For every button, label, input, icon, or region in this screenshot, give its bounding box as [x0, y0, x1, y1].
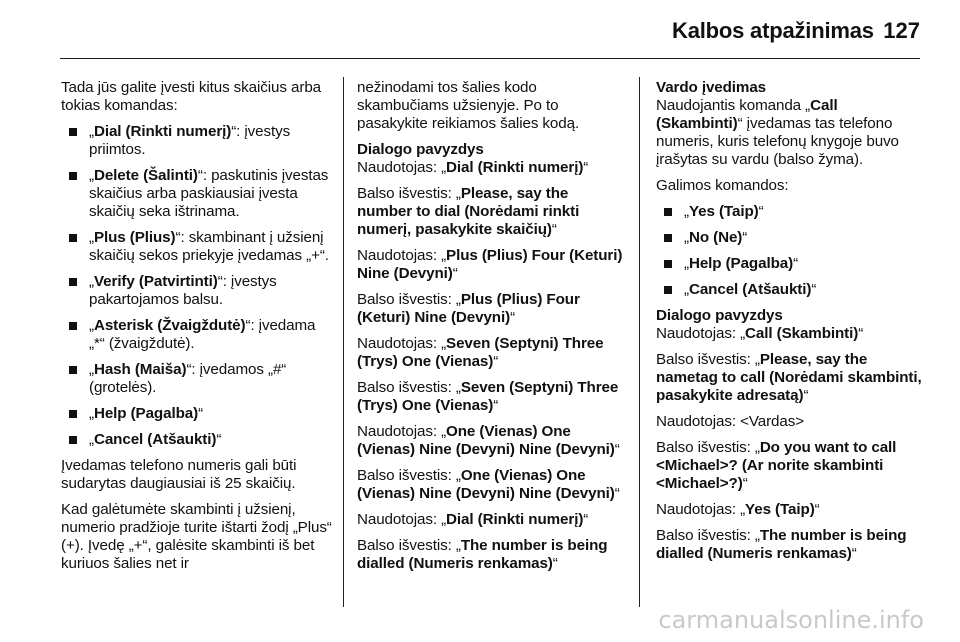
command-list: [61, 123, 333, 449]
command-item: „Help (Pagalba)“: [61, 405, 333, 423]
dialog-line: Naudotojas: „Call (Skambinti)“: [656, 325, 864, 342]
continuation-paragraph: nežinodami tos šalies kodo skambučiams užsienyje. Po to pasakykite reikiamos šalies kodą.: [357, 79, 580, 132]
dialog-line: Naudotojas: „Seven (Septyni) Three (Trys) One (Vienas)“: [357, 335, 604, 370]
command-item: „Hash (Maiša)“: įvedamos „#“ (grotelės).: [61, 361, 333, 397]
command-item: „Plus (Plius)“: skambinant į užsienį skaičių sekos priekyje įvedamas „+“.: [61, 229, 333, 265]
name-entry-intro: Naudojantis komanda „Call (Skambinti)“ įvedamas tas telefono numeris, kuris telefonų knygoje buvo įrašytas su vardu (balso žyma).: [656, 97, 899, 168]
column-2: [357, 79, 627, 581]
dialog-line: Balso išvestis: „Please, say the nametag to call (Norėdami skambinti, pasakykite adresatą)“: [656, 351, 922, 404]
possible-commands-label: Galimos komandos:: [656, 177, 789, 194]
page-number: 127: [883, 18, 920, 43]
command-item: „Asterisk (Žvaigždutė)“: įvedama „*“ (žvaigždutė).: [61, 317, 333, 353]
paragraph: Kad galėtumėte skambinti į užsienį, numerio pradžioje turite ištarti žodį „Plus“ (+). Įvedę „+“, galėsite skambinti iš bet kuriuos šalies net ir: [61, 501, 332, 572]
intro-paragraph: Tada jūs galite įvesti kitus skaičius arba tokias komandas:: [61, 79, 322, 114]
command-item: „Cancel (Atšaukti)“: [656, 281, 926, 299]
dialog-line: Balso išvestis: „Do you want to call <Michael>? (Ar norite skambinti <Michael>?)“: [656, 439, 897, 492]
command-item: „Delete (Šalinti)“: paskutinis įvestas skaičius arba paskiausiai įvesta skaičių seka ištrinama.: [61, 167, 333, 221]
command-item: „Verify (Patvirtinti)“: įvestys pakartojamos balsu.: [61, 273, 333, 309]
paragraph: Įvedamas telefono numeris gali būti sudarytas daugiausiai iš 25 skaičių.: [61, 457, 297, 492]
dialog-example-heading: Dialogo pavyzdys: [656, 307, 783, 324]
page-header-title: Kalbos atpažinimas: [672, 18, 874, 43]
command-item: „Cancel (Atšaukti)“: [61, 431, 333, 449]
command-item: „Yes (Taip)“: [656, 203, 926, 221]
dialog-line: Balso išvestis: „Plus (Plius) Four (Keturi) Nine (Devyni)“: [357, 291, 580, 326]
dialog-line: Naudotojas: <Vardas>: [656, 413, 805, 430]
command-item: „Help (Pagalba)“: [656, 255, 926, 273]
name-entry-heading: Vardo įvedimas: [656, 79, 767, 96]
dialog-line: Balso išvestis: „Please, say the number to dial (Norėdami rinkti numerį, pasakykite skaičių)“: [357, 185, 580, 238]
command-item: „Dial (Rinkti numerį)“: įvestys priimtos.: [61, 123, 333, 159]
dialog-line: Naudotojas: „Dial (Rinkti numerį)“: [357, 511, 589, 528]
dialog-line: Balso išvestis: „The number is being dialled (Numeris renkamas)“: [656, 527, 907, 562]
column-divider-2: [639, 77, 640, 607]
column-1: [61, 79, 333, 581]
column-3: [656, 79, 926, 571]
dialog-line: Naudotojas: „One (Vienas) One (Vienas) Nine (Devyni) Nine (Devyni)“: [357, 423, 620, 458]
dialog-example-heading: Dialogo pavyzdys: [357, 141, 484, 158]
header-rule: [60, 58, 920, 59]
dialog-line: Balso išvestis: „One (Vienas) One (Vienas) Nine (Devyni) Nine (Devyni)“: [357, 467, 620, 502]
dialog-line: Balso išvestis: „The number is being dialled (Numeris renkamas)“: [357, 537, 608, 572]
dialog-line: Naudotojas: „Yes (Taip)“: [656, 501, 820, 518]
possible-commands-list: [656, 203, 926, 299]
dialog-line: Balso išvestis: „Seven (Septyni) Three (Trys) One (Vienas)“: [357, 379, 619, 414]
column-divider-1: [343, 77, 344, 607]
watermark: carmanualsonline.info: [658, 606, 924, 634]
command-item: „No (Ne)“: [656, 229, 926, 247]
dialog-line: Naudotojas: „Plus (Plius) Four (Keturi) Nine (Devyni)“: [357, 247, 623, 282]
dialog-line: Naudotojas: „Dial (Rinkti numerį)“: [357, 159, 589, 176]
